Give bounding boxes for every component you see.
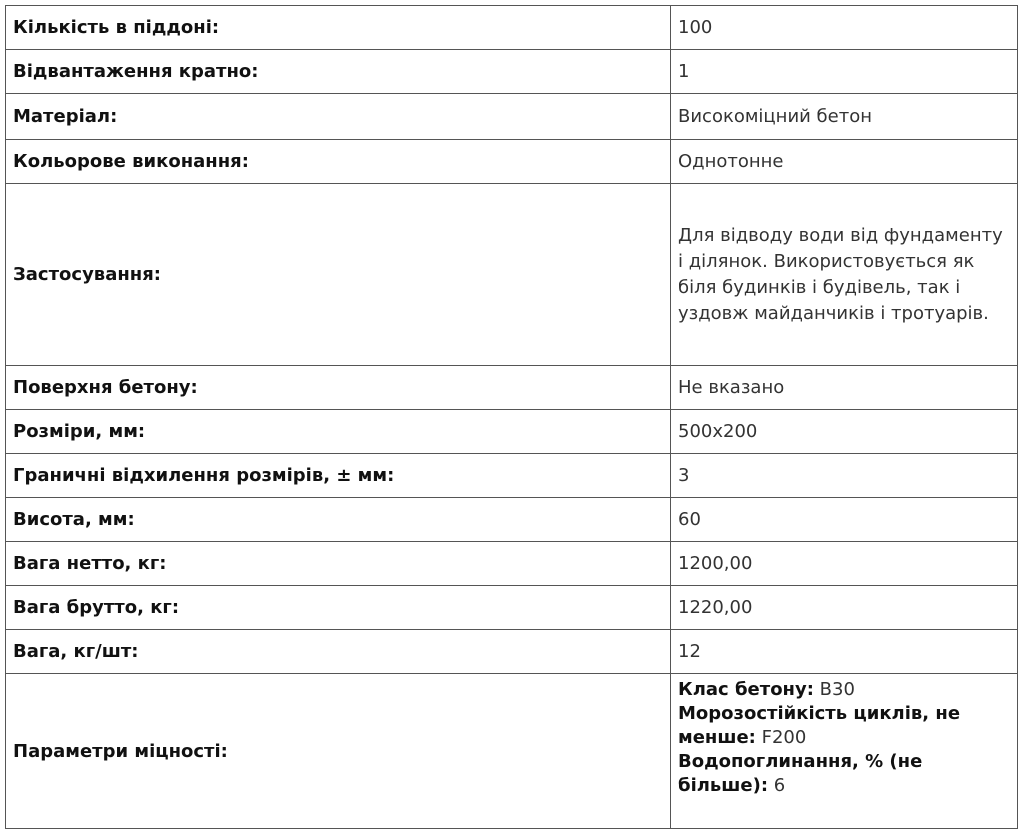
row-value: Високоміцний бетон bbox=[671, 94, 1018, 140]
param-name: Клас бетону: bbox=[678, 679, 814, 700]
row-value: 12 bbox=[671, 630, 1018, 674]
row-value: 3 bbox=[671, 454, 1018, 498]
strength-param bbox=[678, 702, 1010, 750]
row-value: Однотонне bbox=[671, 140, 1018, 184]
table-row-strength bbox=[6, 674, 1018, 829]
table-row bbox=[6, 184, 1018, 366]
table-row bbox=[6, 94, 1018, 140]
strength-label: Параметри міцності: bbox=[6, 674, 671, 829]
row-label: Застосування: bbox=[6, 184, 671, 366]
row-label: Поверхня бетону: bbox=[6, 366, 671, 410]
row-label: Матеріал: bbox=[6, 94, 671, 140]
strength-param bbox=[678, 750, 1010, 798]
table-row bbox=[6, 498, 1018, 542]
row-value: 1220,00 bbox=[671, 586, 1018, 630]
row-value: 1200,00 bbox=[671, 542, 1018, 586]
table-row bbox=[6, 366, 1018, 410]
row-value: 60 bbox=[671, 498, 1018, 542]
param-value: B30 bbox=[819, 679, 855, 700]
table-row bbox=[6, 50, 1018, 94]
row-value: 500x200 bbox=[671, 410, 1018, 454]
strength-param bbox=[678, 678, 1010, 702]
row-label: Вага брутто, кг: bbox=[6, 586, 671, 630]
row-label: Відвантаження кратно: bbox=[6, 50, 671, 94]
row-value: 1 bbox=[671, 50, 1018, 94]
row-label: Граничні відхилення розмірів, ± мм: bbox=[6, 454, 671, 498]
row-label: Висота, мм: bbox=[6, 498, 671, 542]
table-row bbox=[6, 630, 1018, 674]
row-label: Розміри, мм: bbox=[6, 410, 671, 454]
table-row bbox=[6, 454, 1018, 498]
table-row bbox=[6, 542, 1018, 586]
table-row bbox=[6, 586, 1018, 630]
specs-table-container bbox=[5, 5, 1017, 829]
row-label: Вага, кг/шт: bbox=[6, 630, 671, 674]
table-row bbox=[6, 410, 1018, 454]
row-value: Для відводу води від фундаменту і ділянок. Використовується як біля будинків і будівель, так і уздовж майданчиків і тротуарів. bbox=[671, 184, 1018, 366]
table-row bbox=[6, 6, 1018, 50]
row-value: 100 bbox=[671, 6, 1018, 50]
row-label: Кількість в піддоні: bbox=[6, 6, 671, 50]
param-name: Морозостійкість циклів, не менше: bbox=[678, 703, 961, 748]
row-label: Вага нетто, кг: bbox=[6, 542, 671, 586]
strength-params bbox=[671, 674, 1018, 829]
specs-table bbox=[5, 5, 1018, 829]
param-value: 6 bbox=[773, 775, 786, 796]
param-name: Водопоглинання, % (не більше): bbox=[678, 751, 923, 796]
param-value: F200 bbox=[761, 727, 807, 748]
table-row bbox=[6, 140, 1018, 184]
row-label: Кольорове виконання: bbox=[6, 140, 671, 184]
row-value: Не вказано bbox=[671, 366, 1018, 410]
